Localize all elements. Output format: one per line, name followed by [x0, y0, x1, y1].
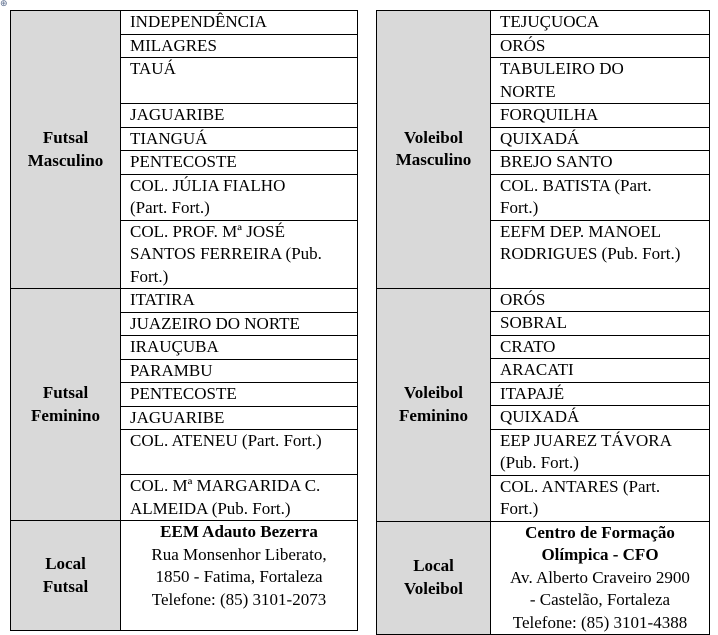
- team-cell: [491, 11, 710, 35]
- team-name-line: Fort.): [500, 198, 539, 217]
- team-name-line: COL. Mª MARGARIDA C.: [130, 476, 321, 495]
- team-cell: [121, 58, 358, 104]
- local-row: [377, 521, 710, 635]
- venue-cell: [491, 521, 710, 635]
- team-cell: [491, 312, 710, 336]
- team-cell: [121, 430, 358, 475]
- team-name-line: ITATIRA: [130, 290, 195, 309]
- team-name-line: RODRIGUES (Pub. Fort.): [500, 244, 681, 263]
- team-name-line: COL. JÚLIA FIALHO: [130, 175, 286, 195]
- team-name-line: TIANGUÁ: [130, 128, 208, 148]
- team-cell: [121, 151, 358, 175]
- table-row: [11, 289, 358, 313]
- category-cell: [377, 11, 491, 289]
- team-name-line: EEP JUAREZ TÁVORA: [500, 430, 672, 450]
- team-cell: [491, 58, 710, 104]
- right-table-body: [377, 11, 710, 635]
- team-name-line: QUIXADÁ: [500, 407, 580, 426]
- local-label: Local: [45, 554, 86, 573]
- left-schedule-table: [10, 10, 358, 631]
- team-cell: [121, 174, 358, 220]
- category-label: Futsal: [42, 383, 89, 402]
- team-name-line: TABULEIRO DO: [500, 59, 624, 78]
- venue-address-line: Telefone: (85) 3101-4388: [512, 612, 688, 632]
- team-cell: [121, 359, 358, 383]
- team-cell: [491, 288, 710, 312]
- team-name-line: BREJO SANTO: [500, 152, 613, 171]
- right-schedule-table: [376, 10, 710, 635]
- team-name-line: NORTE: [500, 81, 556, 101]
- category-label: Feminino: [31, 405, 100, 425]
- team-name-line: COL. ATENEU (Part. Fort.): [130, 431, 322, 450]
- team-name-line: JAGUARIBE: [130, 105, 225, 124]
- team-name-line: EEFM DEP. MANOEL: [500, 221, 662, 241]
- team-name-line: JAGUARIBE: [130, 407, 225, 427]
- team-name-line: IRAUÇUBA: [130, 337, 219, 356]
- team-cell: [121, 34, 358, 58]
- venue-name-line: EEM Adauto Bezerra: [160, 522, 318, 541]
- team-cell: [491, 104, 710, 128]
- team-cell: [491, 406, 710, 430]
- team-name-line: JUAZEIRO DO NORTE: [130, 313, 300, 333]
- team-name-line: ORÓS: [500, 289, 546, 309]
- team-name-line: TAUÁ: [130, 59, 176, 78]
- team-name-line: PENTECOSTE: [130, 152, 237, 171]
- team-name-line: ALMEIDA (Pub. Fort.): [130, 498, 291, 518]
- table-move-handle-icon[interactable]: ⊕: [0, 0, 8, 9]
- team-name-line: MILAGRES: [130, 35, 217, 55]
- team-name-line: Fort.): [130, 266, 169, 286]
- team-name-line: (Part. Fort.): [130, 198, 210, 217]
- team-cell: [121, 406, 358, 430]
- team-name-line: (Pub. Fort.): [500, 453, 579, 472]
- category-label: Voleibol: [404, 127, 463, 147]
- category-cell: [11, 11, 121, 289]
- venue-cell: [121, 521, 358, 631]
- venue-address-line: - Castelão, Fortaleza: [529, 590, 671, 609]
- team-cell: [491, 475, 710, 521]
- team-cell: [121, 127, 358, 151]
- local-category-cell: [377, 521, 491, 635]
- team-cell: [491, 151, 710, 175]
- venue-address-line: Rua Monsenhor Liberato,: [151, 544, 327, 564]
- category-label: Feminino: [399, 405, 468, 425]
- category-label: Masculino: [395, 150, 472, 170]
- team-cell: [121, 104, 358, 128]
- table-row: [11, 11, 358, 35]
- venue-address-line: Telefone: (85) 3101-2073: [151, 589, 327, 609]
- team-name-line: ORÓS: [500, 35, 546, 55]
- team-cell: [491, 34, 710, 58]
- team-cell: [121, 383, 358, 407]
- team-name-line: ARACATI: [500, 360, 574, 379]
- team-cell: [121, 220, 358, 289]
- local-label: Futsal: [42, 576, 89, 596]
- team-cell: [491, 429, 710, 475]
- team-cell: [491, 174, 710, 220]
- venue-name-line: Olímpica - CFO: [541, 545, 659, 564]
- venue-address-line: Av. Alberto Craveiro 2900: [510, 567, 690, 587]
- team-name-line: QUIXADÁ: [500, 128, 580, 148]
- team-name-line: FORQUILHA: [500, 105, 599, 124]
- team-cell: [491, 127, 710, 151]
- team-name-line: COL. PROF. Mª JOSÉ: [130, 221, 285, 241]
- local-label: Voleibol: [404, 578, 463, 598]
- team-name-line: SANTOS FERREIRA (Pub.: [130, 244, 322, 263]
- team-cell: [491, 359, 710, 383]
- team-cell: [491, 382, 710, 406]
- category-cell: [377, 288, 491, 521]
- table-row: [377, 11, 710, 35]
- category-label: Masculino: [27, 150, 104, 170]
- team-cell: [491, 220, 710, 288]
- team-cell: [121, 475, 358, 521]
- local-label: Local: [413, 556, 454, 576]
- category-label: Futsal: [42, 128, 89, 147]
- team-name-line: PENTECOSTE: [130, 384, 237, 403]
- team-name-line: TEJUÇUOCA: [500, 12, 600, 31]
- team-name-line: INDEPENDÊNCIA: [130, 12, 267, 31]
- local-row: [11, 521, 358, 631]
- team-cell: [121, 336, 358, 360]
- team-name-line: COL. BATISTA (Part.: [500, 175, 652, 195]
- team-cell: [121, 312, 358, 336]
- left-table-body: [11, 11, 358, 631]
- category-cell: [11, 289, 121, 521]
- team-name-line: CRATO: [500, 336, 556, 356]
- team-cell: [491, 335, 710, 359]
- team-cell: [121, 11, 358, 35]
- table-row: [377, 288, 710, 312]
- team-name-line: PARAMBU: [130, 360, 213, 380]
- team-name-line: SOBRAL: [500, 313, 568, 332]
- team-name-line: COL. ANTARES (Part.: [500, 476, 661, 496]
- category-label: Voleibol: [404, 383, 463, 402]
- venue-name-line: Centro de Formação: [525, 522, 675, 542]
- team-cell: [121, 289, 358, 313]
- team-name-line: ITAPAJÉ: [500, 383, 565, 403]
- team-name-line: Fort.): [500, 499, 539, 518]
- venue-address-line: 1850 - Fatima, Fortaleza: [155, 567, 323, 586]
- local-category-cell: [11, 521, 121, 631]
